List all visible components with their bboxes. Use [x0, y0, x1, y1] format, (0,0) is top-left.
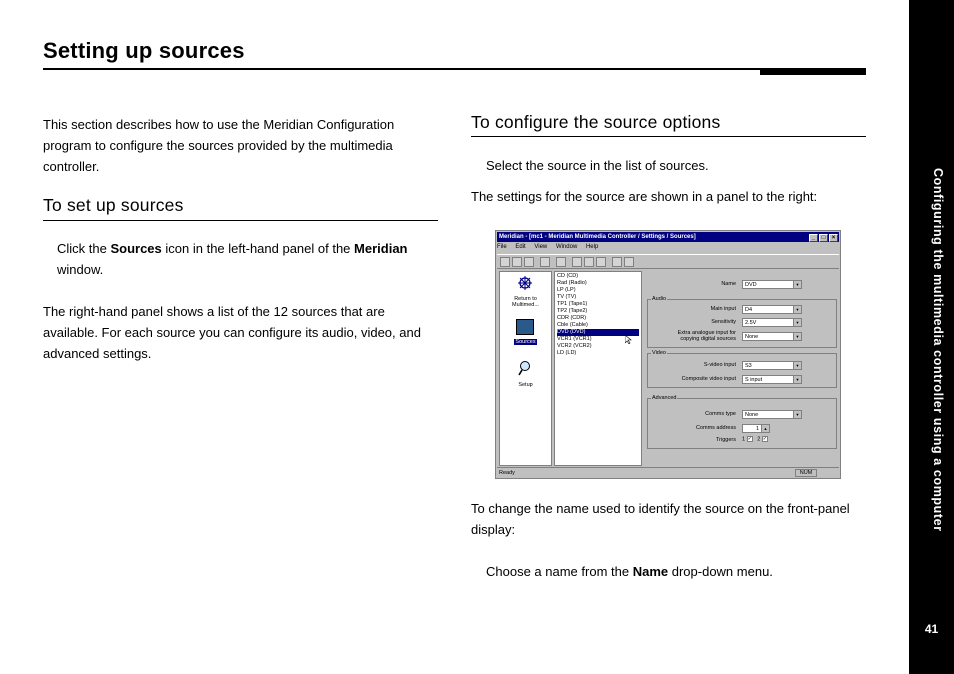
- folder-icon[interactable]: [556, 257, 566, 267]
- chevron-down-icon: ▼: [793, 281, 801, 288]
- save-icon[interactable]: [524, 257, 534, 267]
- intro-paragraph: This section describes how to use the Meridian Configuration program to configure the sources provided by the multimedia controller.: [43, 117, 395, 174]
- list-item[interactable]: Cble (Cable): [557, 322, 588, 328]
- step-click-sources: Click the Sources icon in the left-hand panel of the Meridian window.: [57, 241, 408, 277]
- extra-analogue-label: Extra analogue input for copying digital sources: [677, 330, 736, 342]
- trigger-1-label: 1: [742, 436, 746, 443]
- name-dropdown[interactable]: DVD ▼: [742, 280, 802, 289]
- title-accent-bar: [760, 68, 866, 75]
- num-lock-indicator: NUM: [795, 469, 817, 477]
- advanced-group-label: Advanced: [652, 395, 677, 401]
- step-select-source: Select the source in the list of sources.: [486, 158, 709, 173]
- name-label: Name: [721, 281, 736, 287]
- audio-group: [647, 296, 837, 348]
- section-title-configure-options: To configure the source options: [471, 112, 721, 132]
- sources-list[interactable]: [554, 271, 642, 466]
- composite-input-label: Composite video input: [681, 376, 736, 382]
- chapter-title: Configuring the multimedia controller using a computer: [931, 168, 945, 532]
- trigger-2-checkbox[interactable]: ✓: [762, 436, 767, 442]
- change-name-paragraph: To change the name used to identify the source on the front-panel display:: [471, 501, 850, 537]
- composite-input-dropdown[interactable]: S input ▼: [742, 375, 802, 384]
- connect-icon[interactable]: [540, 257, 550, 267]
- chevron-down-icon: ▼: [793, 319, 801, 326]
- extra-analogue-dropdown[interactable]: None ▼: [742, 332, 802, 341]
- list-item[interactable]: LD (LD): [557, 350, 577, 356]
- nav-setup[interactable]: Setup: [518, 382, 533, 388]
- window-titlebar: [497, 232, 839, 242]
- sources-description: The right-hand panel shows a list of the 12 sources that are available. For each source you can configure its audio, video, and advanced settings.: [43, 304, 421, 361]
- status-text: Ready: [499, 470, 515, 476]
- list-item[interactable]: TP2 (Tape2): [557, 308, 588, 314]
- page-number: 41: [924, 622, 939, 636]
- list-item[interactable]: CDR (CDR): [557, 315, 587, 321]
- maximize-icon[interactable]: □: [819, 234, 828, 242]
- menu-help[interactable]: Help: [585, 244, 599, 250]
- list-item[interactable]: VCR1 (VCR1): [557, 336, 592, 342]
- sources-icon[interactable]: [516, 319, 534, 335]
- list-item[interactable]: Rad (Radio): [557, 280, 587, 286]
- triggers-label: Triggers: [716, 437, 736, 443]
- step-choose-name: Choose a name from the Name drop-down menu.: [486, 564, 773, 579]
- comms-address-stepper[interactable]: 1 ▲: [742, 424, 770, 433]
- menu-bar: [497, 243, 839, 252]
- chevron-down-icon: ▼: [793, 362, 801, 369]
- triggers-checkboxes: [742, 436, 768, 442]
- menu-file[interactable]: File: [497, 244, 507, 250]
- comms-address-label: Comms address: [695, 425, 736, 431]
- section-title-set-up-sources: To set up sources: [43, 195, 184, 215]
- status-bar: [497, 467, 839, 477]
- magnifier-icon[interactable]: [516, 360, 534, 376]
- settings-description: The settings for the source are shown in a panel to the right:: [471, 189, 818, 204]
- sensitivity-label: Sensitivity: [711, 319, 736, 325]
- section-rule: [43, 220, 438, 221]
- main-input-label: Main input: [710, 306, 736, 312]
- main-input-dropdown[interactable]: D4 ▼: [742, 305, 802, 314]
- open-icon[interactable]: [512, 257, 522, 267]
- sensitivity-dropdown[interactable]: 2.5V ▼: [742, 318, 802, 327]
- comms-type-dropdown[interactable]: None ▼: [742, 410, 802, 419]
- minimize-icon[interactable]: _: [809, 234, 818, 242]
- cut-icon[interactable]: [572, 257, 582, 267]
- window-title: Meridian - [mc1 - Meridian Multimedia Controller / Settings / Sources]: [499, 234, 696, 240]
- list-item[interactable]: TV (TV): [557, 294, 577, 300]
- page-title: Setting up sources: [43, 38, 245, 63]
- video-group-label: Video: [652, 350, 666, 356]
- chevron-down-icon: ▼: [793, 333, 801, 340]
- list-item[interactable]: VCR2 (VCR2): [557, 343, 592, 349]
- paste-icon[interactable]: [596, 257, 606, 267]
- source-settings-panel: [644, 271, 839, 466]
- list-item[interactable]: LP (LP): [557, 287, 576, 293]
- menu-window[interactable]: Window: [555, 244, 578, 250]
- meridian-window-screenshot: [495, 230, 841, 479]
- help-icon[interactable]: [624, 257, 634, 267]
- chevron-down-icon: ▼: [793, 411, 801, 418]
- close-icon[interactable]: ×: [829, 234, 838, 242]
- advanced-group: [647, 395, 837, 449]
- menu-view[interactable]: View: [534, 244, 548, 250]
- audio-group-label: Audio: [652, 296, 667, 302]
- menu-edit[interactable]: Edit: [515, 244, 526, 250]
- list-item[interactable]: TP1 (Tape1): [557, 301, 588, 307]
- nav-sources[interactable]: Sources: [515, 339, 536, 345]
- print-icon[interactable]: [612, 257, 622, 267]
- new-icon[interactable]: [500, 257, 510, 267]
- title-rule: [43, 68, 866, 70]
- video-group: [647, 350, 837, 388]
- toolbar: [497, 254, 839, 269]
- navigation-pane: [499, 271, 552, 466]
- spinner-icon[interactable]: ▲: [761, 425, 769, 432]
- svideo-input-label: S-video input: [703, 362, 736, 368]
- svideo-input-dropdown[interactable]: S3 ▼: [742, 361, 802, 370]
- chevron-down-icon: ▼: [793, 376, 801, 383]
- comms-type-label: Comms type: [705, 411, 736, 417]
- list-item-selected[interactable]: DVD (DVD): [557, 329, 639, 336]
- nav-return[interactable]: Return to Multimed...: [512, 296, 539, 308]
- chapter-sidebar: [909, 0, 954, 674]
- chevron-down-icon: ▼: [793, 306, 801, 313]
- trigger-1-checkbox[interactable]: ✓: [747, 436, 752, 442]
- list-item[interactable]: CD (CD): [557, 273, 579, 279]
- trigger-2-label: 2: [757, 436, 761, 443]
- ship-wheel-icon[interactable]: [516, 275, 534, 291]
- copy-icon[interactable]: [584, 257, 594, 267]
- section-rule: [471, 136, 866, 137]
- mouse-cursor-icon: [625, 335, 632, 344]
